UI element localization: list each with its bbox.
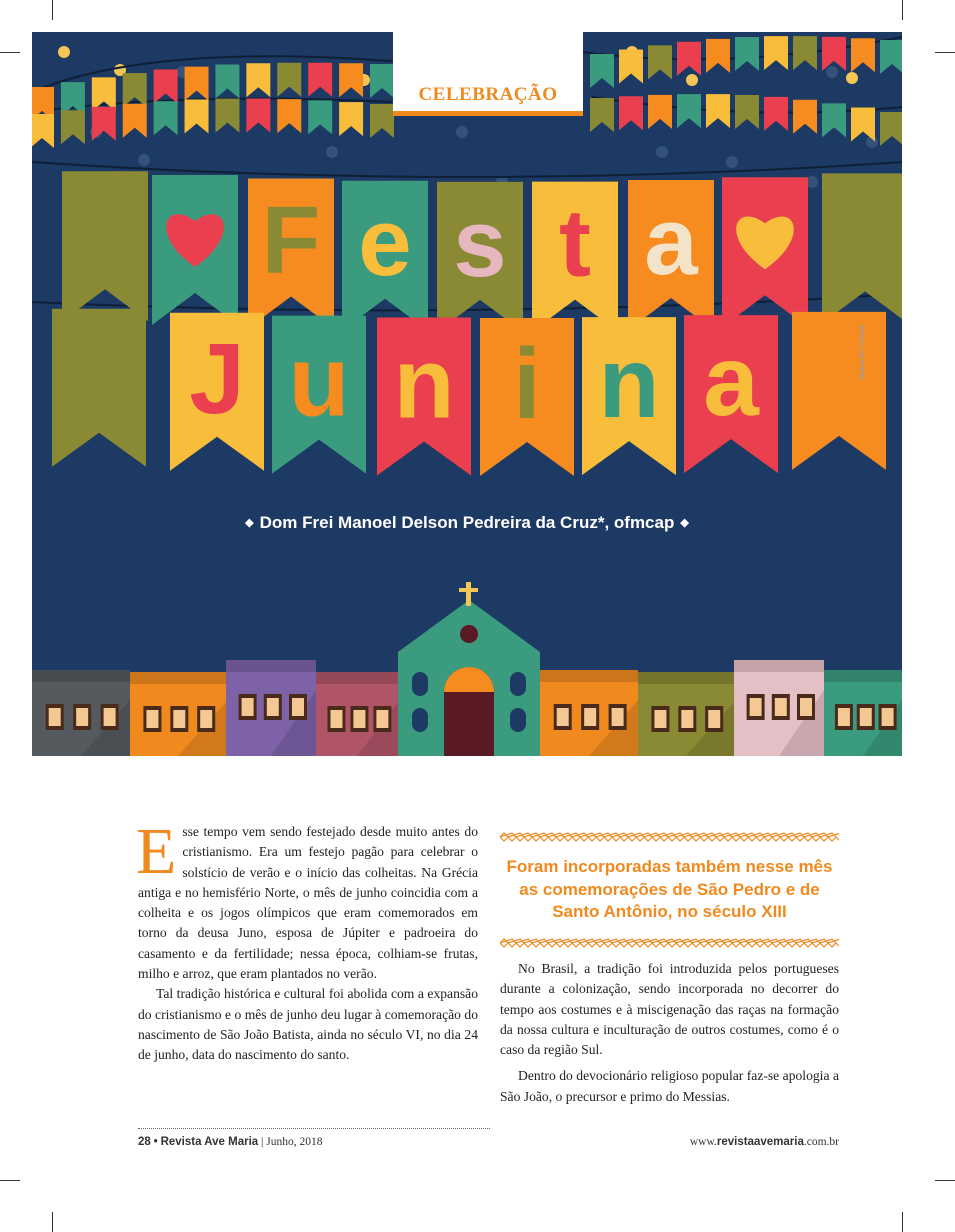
drop-cap: E [136, 815, 177, 888]
background-dot [456, 126, 468, 138]
byline [32, 513, 902, 533]
festa-junina-art [32, 32, 902, 756]
small-pennant [648, 45, 672, 79]
crop-mark [0, 52, 20, 53]
illustration-credit-text: Ilustração Freepik [859, 324, 866, 380]
small-pennant [154, 70, 178, 104]
crop-mark [902, 0, 903, 20]
crop-mark [0, 1180, 20, 1181]
banner-letter: F [261, 186, 321, 294]
diamond-icon: ◆ [680, 517, 689, 529]
footer-bar: | [261, 1136, 264, 1148]
small-pennant [61, 110, 85, 144]
small-pennant [277, 63, 301, 97]
small-pennant [880, 40, 902, 74]
small-pennant [590, 54, 614, 88]
small-pennant [735, 37, 759, 71]
crop-mark [935, 1180, 955, 1181]
article-column-left [136, 815, 478, 1066]
small-pennant [706, 39, 730, 73]
section-tag [393, 32, 583, 116]
small-pennant [308, 100, 332, 134]
article-column-right [500, 959, 839, 1107]
small-pennant [277, 99, 301, 133]
small-pennant [246, 99, 270, 133]
page-number: 28 [138, 1136, 151, 1148]
small-pennant [215, 99, 239, 133]
small-pennant [648, 95, 672, 129]
footer-separator: • [153, 1136, 158, 1148]
small-pennant [215, 65, 239, 99]
hero-illustration [32, 32, 902, 756]
small-pennant [764, 36, 788, 70]
small-pennant [32, 114, 54, 148]
banner-letter: s [453, 189, 507, 297]
small-pennant [793, 100, 817, 134]
banner-letter: J [189, 322, 245, 435]
small-pennant [735, 95, 759, 129]
crop-mark [52, 1212, 53, 1232]
footer-url [690, 1136, 839, 1148]
paragraph: Tal tradição histórica e cultural foi abolida com a expansão do cristianismo e o mês de junho deu lugar à comemoração do nascimento de São João Batista, ainda no século VI, no dia 24 de junho, data do nascimento do santo. [138, 986, 478, 1063]
small-pennant [123, 104, 147, 138]
pull-quote-text: Foram incorporadas também nesse mês as comemorações de São Pedro e de Santo Antônio, no século XIII [506, 857, 833, 921]
pull-quote [500, 832, 839, 948]
small-pennant [822, 103, 846, 137]
small-pennant [370, 104, 394, 138]
crop-mark [52, 0, 53, 20]
banner-letter: t [559, 189, 591, 297]
url-domain: revistaavemaria [716, 1136, 804, 1148]
banner-letter: n [393, 327, 455, 440]
pennant [792, 312, 886, 470]
small-pennant [619, 50, 643, 84]
small-pennant [851, 108, 875, 142]
cross-icon [466, 582, 471, 606]
illustration-credit [849, 324, 866, 385]
small-pennant [308, 63, 332, 97]
small-pennant [880, 112, 902, 146]
diamond-icon: ◆ [245, 517, 254, 529]
small-pennant [92, 107, 116, 141]
banner-letter: e [358, 188, 412, 296]
small-pennant [339, 102, 363, 136]
small-pennant [619, 96, 643, 130]
small-pennant [677, 42, 701, 76]
paragraph [136, 815, 478, 984]
background-dot [656, 146, 668, 158]
small-pennant [764, 97, 788, 131]
banner-letter: a [703, 325, 759, 438]
zigzag-divider [500, 938, 839, 948]
small-pennant [246, 63, 270, 97]
small-pennant [185, 67, 209, 101]
pennant [52, 309, 146, 467]
background-dot [826, 66, 838, 78]
footer-rule [138, 1128, 490, 1129]
paragraph: No Brasil, a tradição foi introduzida pelos portugueses durante a colonização, sendo incorporada no decorrer do tempo aos costumes e à miscigenação das raças na formação da nossa cultura e inculturação de outros costumes, como é o caso da região Sul. [500, 961, 839, 1058]
crop-mark [902, 1212, 903, 1232]
pennant [822, 173, 902, 323]
banner-letter: u [288, 325, 350, 438]
small-pennant [339, 63, 363, 97]
background-dot [326, 146, 338, 158]
paragraph: Dentro do devocionário religioso popular faz-se apologia a São João, o precursor e primo do Messias. [500, 1068, 839, 1104]
light-bulb [846, 72, 858, 84]
small-pennant [677, 94, 701, 128]
small-pennant [185, 100, 209, 134]
url-prefix: www. [689, 1136, 717, 1148]
crop-mark [935, 52, 955, 53]
banner-letter: a [644, 188, 698, 296]
magazine-name: Revista Ave Maria [160, 1136, 259, 1148]
byline-author: Dom Frei Manoel Delson Pedreira da Cruz*, ofmcap [259, 513, 675, 532]
light-bulb [58, 46, 70, 58]
section-label: CELEBRAÇÃO [418, 84, 558, 105]
light-bulb [686, 74, 698, 86]
zigzag-divider [500, 832, 839, 842]
small-pennant [590, 98, 614, 132]
small-pennant [822, 37, 846, 71]
background-dot [726, 156, 738, 168]
issue-date: Junho, 2018 [266, 1136, 323, 1148]
paragraph-text: sse tempo vem sendo festejado desde muito antes do cristianismo. Era um festejo pagão para celebrar o solstício de verão e o início das colheitas. Na Grécia antiga e no hemisfério Norte, o mês de junho coincidia com a colheita e os jogos olímpicos que eram comemorados em torno da deusa Juno, esposa de Júpiter e padroeira do casamento e da fertilidade; nessa época, colhiam-se frutas, milho e arroz, que eram plantados no verão. [138, 824, 478, 982]
small-pennant [154, 101, 178, 135]
banner-letter: i [513, 327, 541, 440]
small-pennant [706, 94, 730, 128]
url-suffix: .com.br [803, 1136, 839, 1148]
footer-folio [138, 1136, 322, 1148]
small-pennant [851, 38, 875, 72]
small-pennant [92, 77, 116, 111]
background-dot [138, 154, 150, 166]
small-pennant [793, 36, 817, 70]
banner-letter: n [598, 327, 660, 440]
small-pennant [370, 64, 394, 98]
pennant [62, 171, 148, 321]
